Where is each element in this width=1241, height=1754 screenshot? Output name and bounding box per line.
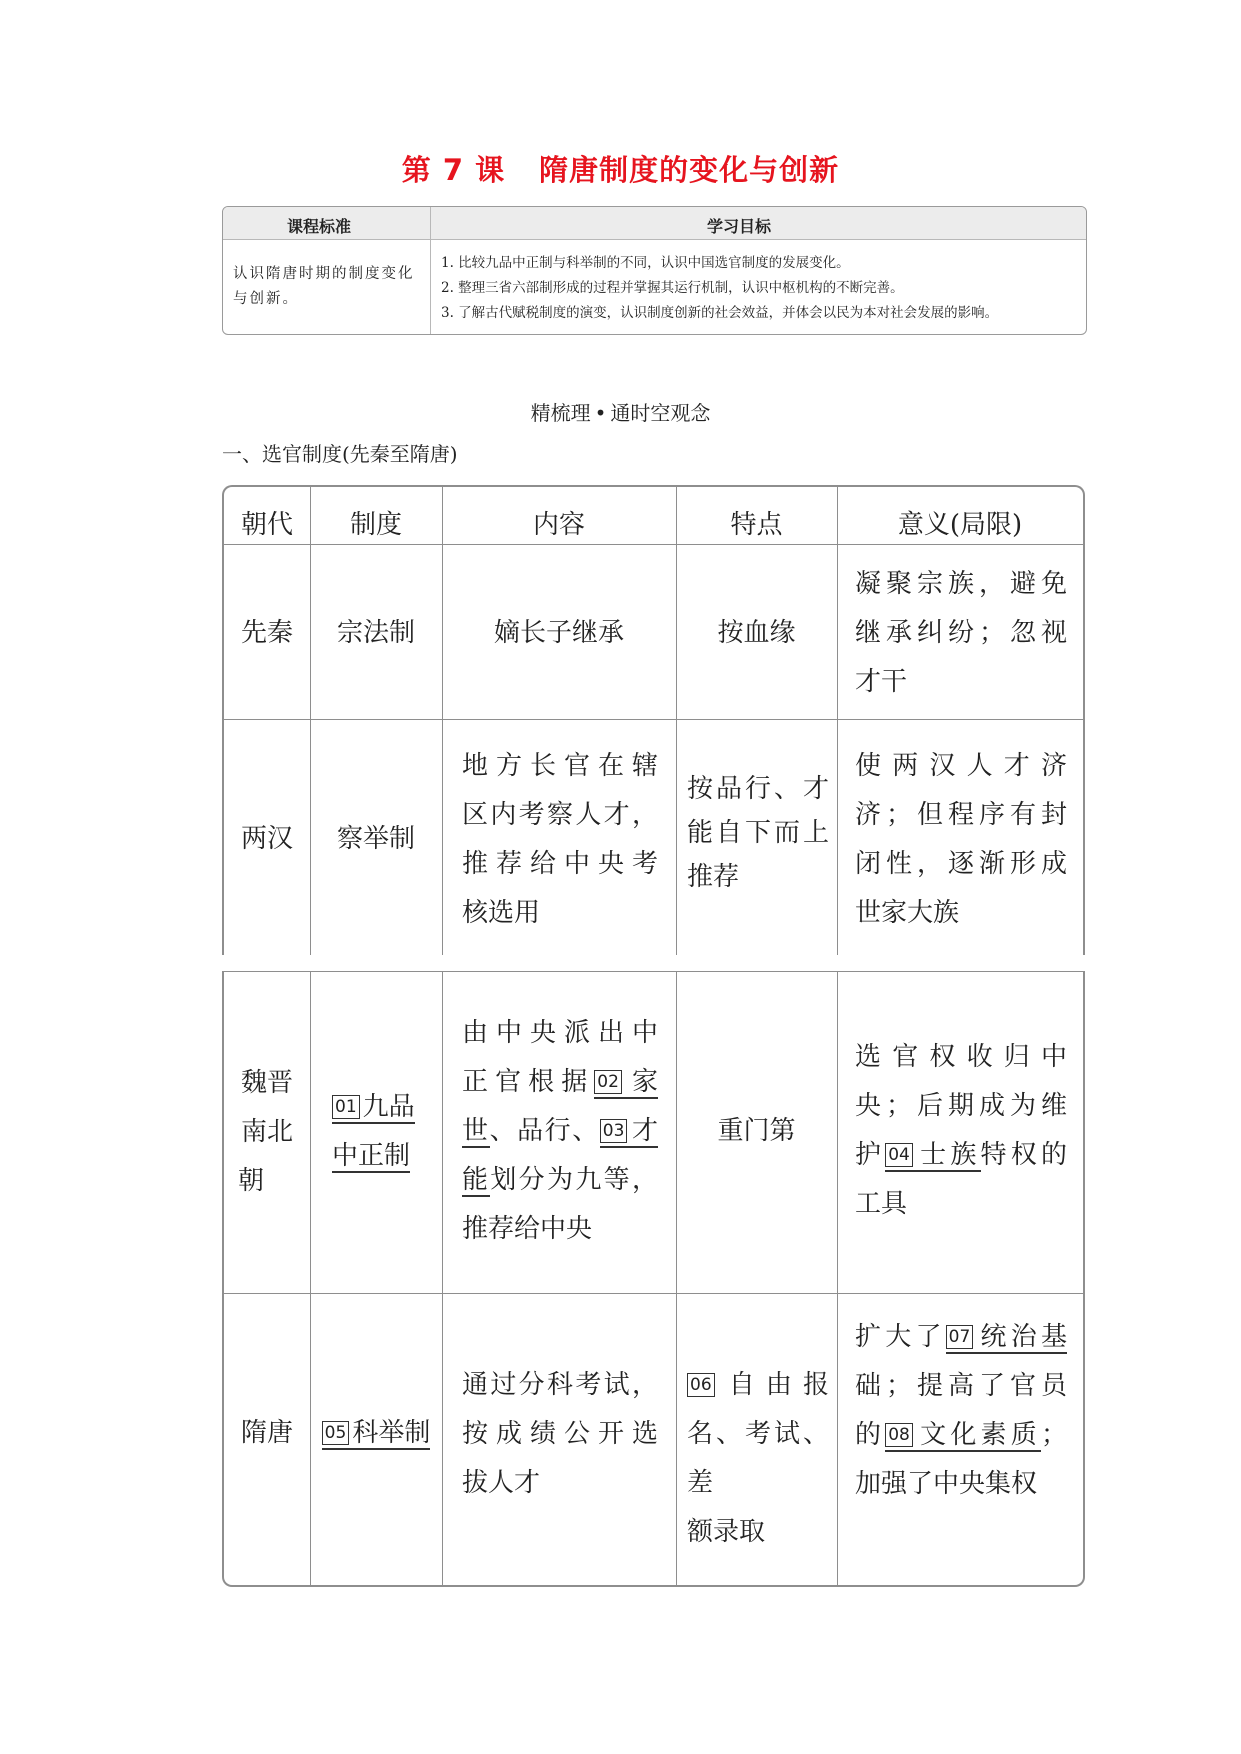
lesson-name: 隋唐制度的变化与创新 — [539, 153, 840, 187]
selection-table-part2 — [222, 971, 1085, 1587]
meaning-cell — [855, 1033, 1067, 1229]
header-dynasty: 朝代 — [240, 510, 293, 540]
header-system: 制度 — [349, 510, 402, 540]
blank-answer: 统治基 — [976, 1322, 1067, 1352]
dynasty-line: 魏晋 — [240, 1068, 293, 1098]
blank-number: 04 — [885, 1143, 913, 1167]
meaning-line: 继承纠纷；忽视 — [855, 618, 1067, 648]
content-text: 划分为九等， — [490, 1165, 658, 1195]
system-cell: 察举制 — [336, 824, 415, 854]
lesson-number: 第 7 课 — [401, 153, 506, 187]
meaning-text: 的 — [855, 1420, 886, 1450]
blank-answer: 文化素质 — [915, 1420, 1041, 1450]
content-line: 推荐给中央考 — [462, 849, 658, 879]
meaning-line: 世家大族 — [855, 898, 960, 928]
content-line: 区内考察人才， — [462, 800, 658, 830]
blank-answer: 科举制 — [352, 1418, 431, 1448]
section-dot: • — [594, 401, 607, 425]
meaning-cell — [855, 560, 1067, 707]
dynasty-cell — [224, 1059, 310, 1206]
feature-line: 名、考试、差 — [687, 1419, 829, 1498]
goal-item: 2. 整理三省六部制形成的过程并掌握其运行机制，认识中枢机构的不断完善。 — [441, 280, 904, 296]
header-course-standard: 课程标准 — [287, 217, 352, 236]
blank-answer: 能 — [462, 1165, 491, 1195]
content-line: 推荐给中央 — [462, 1214, 593, 1244]
meaning-line: 础；提高了官员 — [855, 1371, 1067, 1401]
meaning-text: 特权的 — [980, 1140, 1067, 1170]
header-feature: 特点 — [730, 510, 783, 540]
system-line: 九品 — [362, 1092, 415, 1122]
meaning-cell — [855, 1313, 1067, 1509]
content-text: 、品行、 — [489, 1116, 600, 1146]
blank-number: 06 — [687, 1373, 715, 1397]
meaning-line: 济；但程序有封 — [855, 800, 1067, 830]
standard-header — [223, 207, 1086, 240]
meaning-line: 闭性，逐渐形成 — [855, 849, 1067, 879]
feature-line: 能自下而上 — [687, 818, 829, 848]
content-line: 按成绩公开选 — [462, 1419, 658, 1449]
meaning-line: 加强了中央集权 — [855, 1469, 1038, 1499]
dynasty-line: 朝 — [238, 1166, 265, 1196]
system-line: 中正制 — [332, 1141, 411, 1171]
meaning-cell — [855, 742, 1067, 938]
dynasty-cell: 先秦 — [240, 618, 293, 648]
topic-heading: 一、选官制度(先秦至隋唐) — [222, 442, 458, 466]
content-cell — [462, 1009, 658, 1254]
goal-item: 1. 比较九品中正制与科举制的不同，认识中国选官制度的发展变化。 — [441, 255, 850, 271]
content-text: 正官根据 — [462, 1067, 595, 1097]
meaning-line: 工具 — [855, 1189, 908, 1219]
meaning-line: 使两汉人才济 — [855, 751, 1067, 781]
blank-number: 05 — [322, 1421, 350, 1445]
system-cell — [310, 1409, 442, 1458]
blank-number: 03 — [600, 1119, 628, 1143]
dynasty-cell: 隋唐 — [240, 1418, 293, 1448]
system-cell: 宗法制 — [336, 618, 415, 648]
meaning-line: 央；后期成为维 — [855, 1091, 1067, 1121]
content-line: 地方长官在辖 — [462, 751, 658, 781]
feature-text: 自由报 — [717, 1370, 829, 1400]
feature-cell: 按血缘 — [717, 618, 796, 648]
section-title-right: 通时空观念 — [610, 401, 711, 425]
feature-line: 额录取 — [687, 1517, 766, 1547]
content-line: 由中央派出中 — [462, 1018, 658, 1048]
content-line: 拔人才 — [462, 1468, 541, 1498]
blank-number: 01 — [332, 1095, 360, 1119]
lesson-title — [0, 148, 1241, 189]
blank-answer: 家 — [624, 1067, 658, 1097]
content-line: 核选用 — [462, 898, 541, 928]
blank-number: 08 — [885, 1423, 913, 1447]
section-title-left: 精梳理 — [530, 401, 591, 425]
content-cell: 嫡长子继承 — [493, 618, 624, 648]
system-cell — [332, 1083, 432, 1181]
header-meaning: 意义(局限) — [897, 510, 1023, 540]
meaning-line: 凝聚宗族，避免 — [855, 569, 1067, 599]
blank-answer: 才 — [630, 1116, 658, 1146]
feature-line: 推荐 — [687, 862, 740, 892]
blank-number: 07 — [946, 1325, 974, 1349]
standard-text: 认识隋唐时期的制度变化与创新。 — [233, 266, 415, 307]
blank-number: 02 — [594, 1070, 622, 1094]
selection-table-part1 — [222, 485, 1085, 955]
feature-cell — [687, 1361, 829, 1557]
blank-answer: 世 — [462, 1116, 490, 1146]
content-cell — [462, 742, 658, 938]
section-title — [0, 397, 1241, 426]
course-standard-table — [222, 206, 1087, 335]
feature-cell: 重门第 — [717, 1116, 796, 1146]
meaning-text: 扩大了 — [855, 1322, 946, 1352]
blank-answer: 士族 — [915, 1140, 981, 1170]
meaning-text: 护 — [855, 1140, 886, 1170]
content-line: 通过分科考试， — [462, 1370, 658, 1400]
meaning-line: 才干 — [855, 667, 908, 697]
dynasty-cell: 两汉 — [240, 824, 293, 854]
goal-item: 3. 了解古代赋税制度的演变，认识制度创新的社会效益，并体会以民为本对社会发展的影响。 — [441, 305, 999, 321]
feature-line: 按品行、才 — [687, 774, 829, 804]
meaning-line: 选官权收归中 — [855, 1042, 1067, 1072]
content-cell — [462, 1361, 658, 1508]
meaning-text: ； — [1040, 1420, 1067, 1450]
header-content: 内容 — [532, 510, 585, 540]
header-learning-goals: 学习目标 — [707, 217, 772, 236]
goals-list — [441, 251, 998, 326]
dynasty-line: 南北 — [240, 1117, 293, 1147]
feature-cell — [687, 767, 829, 899]
